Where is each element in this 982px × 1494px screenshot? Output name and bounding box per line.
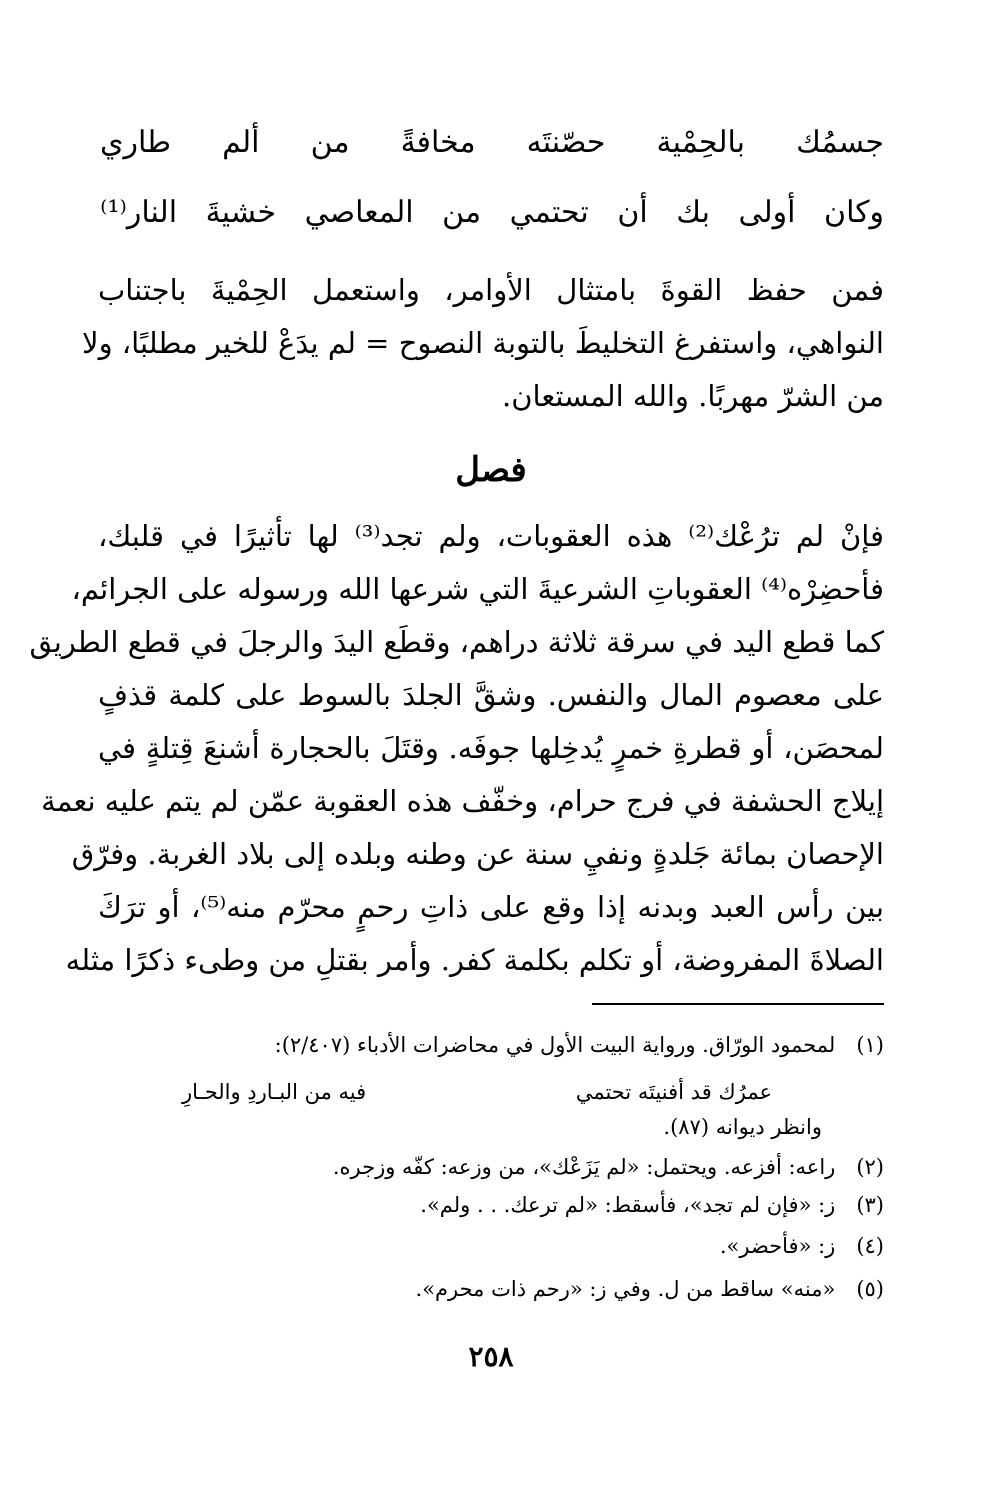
footnote-number: (٢) xyxy=(856,1155,884,1179)
footnote-number: (١) xyxy=(856,1033,884,1057)
text-line: فأحضِرْه⁽⁴⁾ العقوباتِ الشرعيةَ التي شرعها الله ورسوله على الجرائم، xyxy=(71,572,884,606)
text-line: فإنْ لم ترُعْك⁽²⁾ هذه العقوبات، ولم تجد⁽³⁾ لها تأثيرًا في قلبك، xyxy=(98,519,884,553)
footnote-text: لمحمود الورّاق. ورواية البيت الأول في محاضرات الأدباء (٢/٤٠٧): xyxy=(274,1033,836,1057)
poem-word: مخافةً xyxy=(400,125,476,160)
paragraph-1 xyxy=(82,264,884,423)
poem-word: ألم xyxy=(222,125,260,160)
poem-word: أولى xyxy=(738,195,796,230)
poem-word: من xyxy=(442,195,482,230)
footnote-3 xyxy=(98,1190,884,1220)
page-number: ٢٥٨ xyxy=(468,1340,514,1373)
footnote-2 xyxy=(98,1152,884,1182)
footnote-1-verse xyxy=(182,1080,772,1104)
poem-word: بك xyxy=(676,195,710,230)
verse-hemistich-1: عمرُك قد أفنيتَه تحتمي xyxy=(575,1080,772,1104)
text-line: الصلاةَ المفروضة، أو تكلم بكلمة كفر. وأمر بقتلِ من وطىء ذكرًا مثله xyxy=(65,943,884,977)
text-line: إيلاج الحشفة في فرج حرام، وخفّف هذه العقوبة عمّن لم يتم عليه نعمة xyxy=(41,784,884,818)
poem-word: جسمُك xyxy=(796,125,884,160)
poem-word: بالحِمْية xyxy=(656,125,745,160)
poem-word: المعاصي xyxy=(304,195,414,230)
text-line: لمحصَن، أو قطرةِ خمرٍ يُدخِلها جوفَه. وقتَلَ بالحجارة أشنعَ قِتلةٍ في xyxy=(98,731,884,765)
text-line: فمن حفظ القوةَ بامتثال الأوامر، واستعمل الحِمْيةَ باجتناب xyxy=(98,273,884,307)
footnote-number: (٣) xyxy=(856,1193,884,1217)
footnote-1 xyxy=(98,1030,884,1060)
text-line: كما قطع اليد في سرقة ثلاثة دراهم، وقطَع اليدَ والرجلَ في قطع الطريق xyxy=(29,625,884,659)
poem-word: خشيةَ xyxy=(205,195,277,230)
section-heading: فصل xyxy=(455,450,527,490)
footnote-1-continuation: وانظر ديوانه (٨٧). xyxy=(663,1115,822,1139)
poem-word: حصّنتَه xyxy=(526,125,606,160)
footnote-number: (٥) xyxy=(856,1277,884,1301)
poem-line-2 xyxy=(100,195,884,230)
paragraph-2 xyxy=(29,510,884,987)
footnote-number: (٤) xyxy=(856,1234,884,1258)
verse-hemistich-2: فيه من البـاردِ والحـارِ xyxy=(182,1080,367,1104)
footnote-text: ز: «فإن لم تجد»، فأسقط: «لم ترعك. . . ولم». xyxy=(420,1193,836,1217)
poem-word: أن xyxy=(617,195,648,230)
poem-word: وكان xyxy=(824,195,884,230)
text-line: من الشرّ مهربًا. والله المستعان. xyxy=(502,379,884,413)
footnote-text: «منه» ساقط من ل. وفي ز: «رحم ذات محرم». xyxy=(415,1277,836,1301)
poem-word: تحتمي xyxy=(509,195,589,230)
footnote-text: ز: «فأحضر». xyxy=(719,1234,836,1258)
footnote-5 xyxy=(98,1274,884,1304)
text-line: الإحصان بمائة جَلدةٍ ونفيِ سنة عن وطنه وبلده إلى بلاد الغربة. وفرّق xyxy=(71,837,884,871)
footnote-separator xyxy=(592,1003,884,1005)
text-line: على معصوم المال والنفس. وشقَّ الجلدَ بالسوط على كلمة قذفٍ xyxy=(98,678,884,712)
text-line: النواهي، واستفرغ التخليطَ بالتوبة النصوح = لم يدَعْ للخير مطلبًا، ولا xyxy=(82,326,884,360)
poem-line-1 xyxy=(100,125,884,160)
footnote-text: راعه: أفزعه. ويحتمل: «لم يَزَعْك»، من وزعه: كفّه وزجره. xyxy=(332,1155,836,1179)
footnote-4 xyxy=(98,1231,884,1261)
poem-word: طاري xyxy=(100,125,171,160)
text-line: بين رأس العبد وبدنه إذا وقع على ذاتِ رحمٍ محرّم منه⁽⁵⁾، أو ترَكَ xyxy=(98,890,884,924)
poem-word: النار⁽¹⁾ xyxy=(100,195,178,230)
poem-word: من xyxy=(310,125,350,160)
